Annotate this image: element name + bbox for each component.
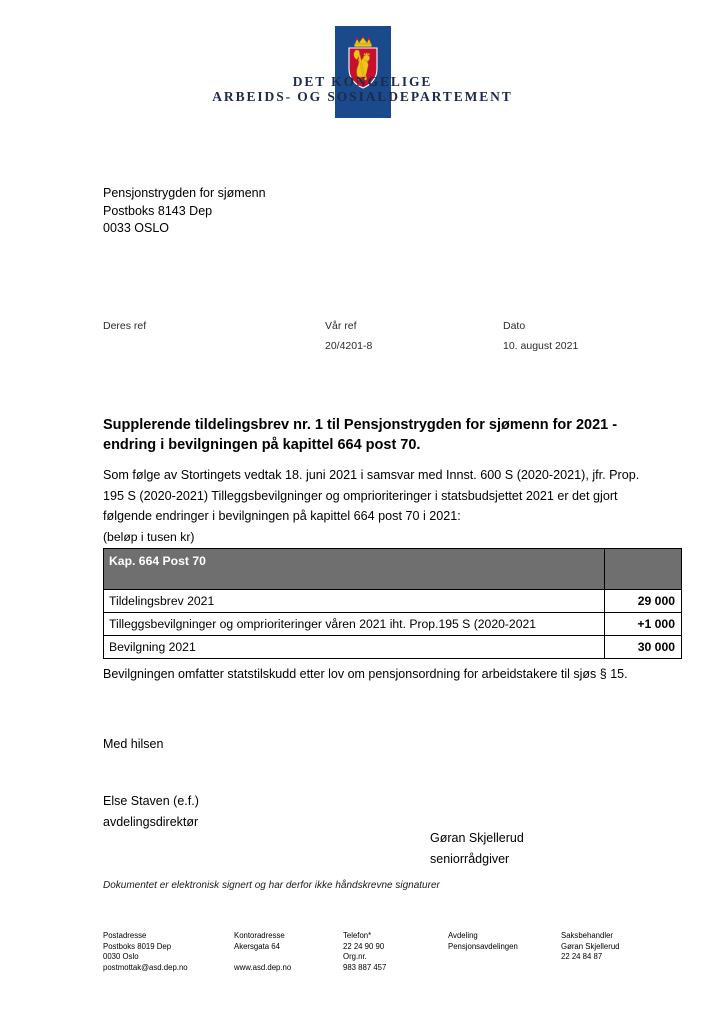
intro-paragraph: Som følge av Stortingets vedtak 18. juni 2021 i samsvar med Innst. 600 S (2020-2021), jfr. Prop. 195 S (2020-2021) Tilleggsbevilgninger og omprioriteringer i statsbudsjettet 2021 er det gjort følgende endringer i bevilgningen på kapittel 664 post 70 i 2021: xyxy=(103,468,640,523)
budget-row-value: 30 000 xyxy=(605,636,682,659)
reference-date xyxy=(503,318,578,354)
budget-table-header-value xyxy=(605,549,682,590)
budget-table-body xyxy=(104,590,682,659)
signature-left: Else Staven (e.f.) avdelingsdirektør xyxy=(103,794,199,829)
scope-paragraph: Bevilgningen omfatter statstilskudd etter lov om pensjonsordning for arbeidstakere til sjøs § 15. xyxy=(103,667,628,681)
letterhead-line-2: ARBEIDS- OG SOSIALDEPARTEMENT xyxy=(212,89,513,104)
reference-var-ref-value: 20/4201-8 xyxy=(325,340,373,352)
page-footer xyxy=(103,931,663,989)
budget-table-head xyxy=(104,549,682,590)
footer-column-kontoradresse: Kontoradresse Akersgata 64 www.asd.dep.no xyxy=(234,931,292,972)
reference-date-value: 10. august 2021 xyxy=(503,340,579,352)
closing-greeting: Med hilsen xyxy=(103,737,164,751)
budget-table xyxy=(103,548,682,659)
budget-row-value: +1 000 xyxy=(605,613,682,636)
electronic-signature-note: Dokumentet er elektronisk signert og har derfor ikke håndskrevne signaturer xyxy=(103,880,440,891)
reference-deres-ref xyxy=(103,318,146,338)
reference-var-ref-label: Vår ref xyxy=(325,320,357,332)
letterhead-text xyxy=(0,74,725,105)
table-row xyxy=(104,613,682,636)
reference-var-ref xyxy=(325,318,372,354)
footer-column-saksbehandler: Saksbehandler Gøran Skjellerud 22 24 84 87 xyxy=(561,931,620,962)
reference-deres-ref-label: Deres ref xyxy=(103,320,147,332)
budget-table-header-label: Kap. 664 Post 70 xyxy=(104,549,605,590)
recipient-address: Pensjonstrygden for sjømenn Postboks 8143 Dep 0033 OSLO xyxy=(103,186,266,235)
budget-row-label: Tilleggsbevilgninger og omprioriteringer våren 2021 iht. Prop.195 S (2020-2021 xyxy=(104,613,605,636)
reference-date-label: Dato xyxy=(503,320,526,332)
table-caption: (beløp i tusen kr) xyxy=(103,530,195,544)
letterhead-line-1: DET KONGELIGE xyxy=(292,74,433,89)
footer-column-postadresse: Postadresse Postboks 8019 Dep 0030 Oslo postmottak@asd.dep.no xyxy=(103,931,188,972)
logo-blue-bar-bottom xyxy=(335,112,391,118)
footer-column-avdeling: Avdeling Pensjonsavdelingen xyxy=(448,931,518,951)
budget-row-value: 29 000 xyxy=(605,590,682,613)
document-title: Supplerende tildelingsbrev nr. 1 til Pensjonstrygden for sjømenn for 2021 - endring i bevilgningen på kapittel 664 post 70. xyxy=(103,417,618,453)
table-row xyxy=(104,590,682,613)
footer-column-telefon: Telefon* 22 24 90 90 Org.nr. 983 887 457 xyxy=(343,931,387,972)
budget-row-label: Bevilgning 2021 xyxy=(104,636,605,659)
budget-table-header-row xyxy=(104,549,682,590)
table-row xyxy=(104,636,682,659)
budget-row-label: Tildelingsbrev 2021 xyxy=(104,590,605,613)
signature-right: Gøran Skjellerud seniorrådgiver xyxy=(430,831,524,866)
